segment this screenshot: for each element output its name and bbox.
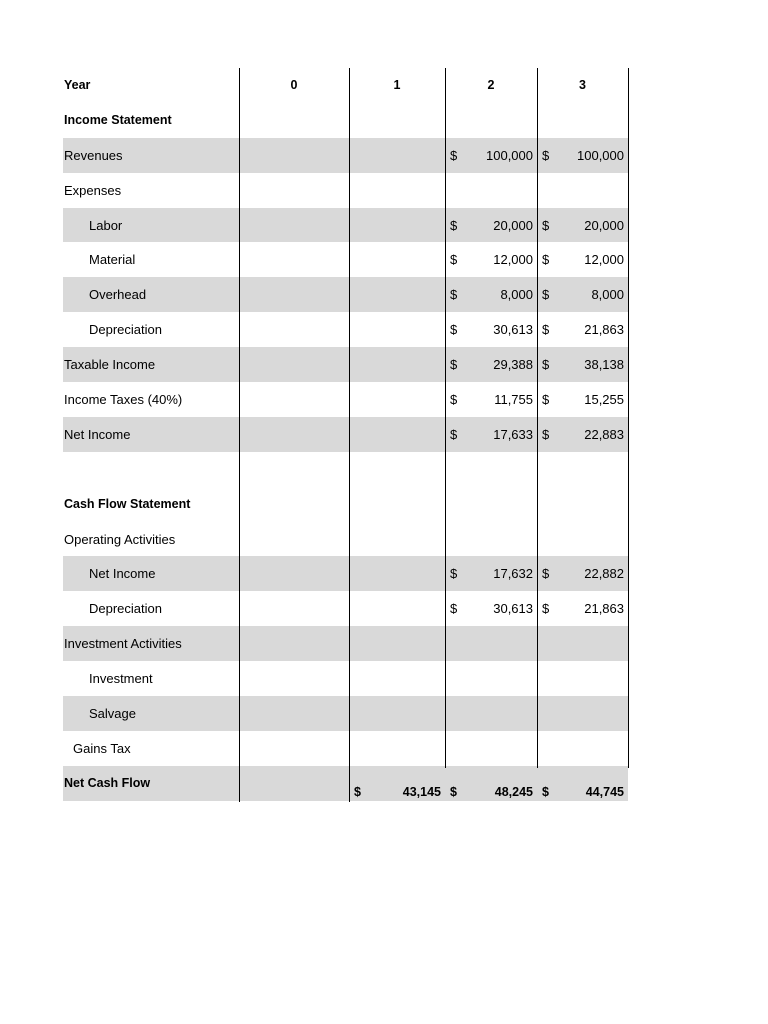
year-2-value xyxy=(445,138,537,173)
dollar-sign: $ xyxy=(542,252,550,268)
year-3-value xyxy=(537,556,628,591)
year-3-value xyxy=(537,312,628,347)
table-row xyxy=(63,382,628,417)
row-label: Depreciation xyxy=(89,601,162,617)
amount: 8,000 xyxy=(500,287,533,303)
year-2-header: 2 xyxy=(487,78,495,93)
year-3-value xyxy=(537,417,628,452)
year-3-value xyxy=(537,347,628,382)
year-3-value xyxy=(537,138,628,173)
row-label: Overhead xyxy=(89,287,147,303)
column-divider xyxy=(445,68,446,768)
dollar-sign: $ xyxy=(450,391,458,407)
column-divider xyxy=(628,68,629,768)
row-label: Material xyxy=(89,252,136,268)
year-2-value xyxy=(445,277,537,312)
amount: 48,245 xyxy=(494,784,533,799)
amount: 20,000 xyxy=(584,217,624,233)
amount: 8,000 xyxy=(591,287,624,303)
amount: 44,745 xyxy=(585,784,624,799)
year-2-value xyxy=(445,242,537,277)
table-row xyxy=(63,277,628,312)
row-label: Net Income xyxy=(64,426,131,442)
year-1-value xyxy=(349,766,445,801)
table-row xyxy=(63,591,628,626)
table-row xyxy=(63,696,628,731)
dollar-sign: $ xyxy=(450,252,458,268)
year-2-value xyxy=(445,347,537,382)
amount: 100,000 xyxy=(486,147,533,163)
year-3-value xyxy=(537,382,628,417)
year-3-header: 3 xyxy=(579,78,586,93)
row-label: Labor xyxy=(89,217,123,233)
row-label: Salvage xyxy=(89,705,136,721)
dollar-sign: $ xyxy=(450,357,458,373)
dollar-sign: $ xyxy=(450,217,458,233)
amount: 11,755 xyxy=(494,391,533,407)
table-row xyxy=(63,312,628,347)
table-row xyxy=(63,242,628,277)
row-label: Operating Activities xyxy=(64,531,176,547)
spacer-row xyxy=(63,452,628,487)
year-3-value xyxy=(537,277,628,312)
row-label: Expenses xyxy=(64,182,122,198)
dollar-sign: $ xyxy=(542,287,550,303)
spreadsheet xyxy=(63,68,628,801)
amount: 12,000 xyxy=(493,252,533,268)
year-2-value xyxy=(445,556,537,591)
dollar-sign: $ xyxy=(450,322,458,338)
dollar-sign: $ xyxy=(542,217,550,233)
dollar-sign: $ xyxy=(450,147,458,163)
dollar-sign: $ xyxy=(542,784,549,799)
year-2-value xyxy=(445,312,537,347)
year-2-value xyxy=(445,208,537,243)
row-label: Investment xyxy=(89,671,153,687)
income-statement-title: Income Statement xyxy=(64,113,172,128)
table-row xyxy=(63,138,628,173)
dollar-sign: $ xyxy=(450,784,457,799)
cash-flow-statement-title: Cash Flow Statement xyxy=(64,497,191,512)
table-row xyxy=(63,417,628,452)
row-label: Taxable Income xyxy=(64,357,156,373)
table-row xyxy=(63,731,628,766)
amount: 17,633 xyxy=(493,426,533,442)
amount: 22,883 xyxy=(584,426,624,442)
amount: 17,632 xyxy=(493,566,533,582)
year-1-header: 1 xyxy=(393,78,401,93)
year-label: Year xyxy=(64,78,91,93)
table-row xyxy=(63,661,628,696)
year-2-value xyxy=(445,417,537,452)
amount: 43,145 xyxy=(402,784,441,799)
row-label: Gains Tax xyxy=(73,740,131,756)
amount: 22,882 xyxy=(584,566,624,582)
table-row xyxy=(63,173,628,208)
dollar-sign: $ xyxy=(450,426,458,442)
dollar-sign: $ xyxy=(354,784,361,799)
dollar-sign: $ xyxy=(450,566,458,582)
dollar-sign: $ xyxy=(450,601,458,617)
dollar-sign: $ xyxy=(450,287,458,303)
table-row xyxy=(63,556,628,591)
net-cash-flow-row xyxy=(63,766,628,801)
amount: 30,613 xyxy=(493,322,533,338)
header-row xyxy=(63,68,628,103)
column-divider xyxy=(239,68,240,802)
section-title-row xyxy=(63,103,628,138)
row-label: Revenues xyxy=(64,147,123,163)
amount: 21,863 xyxy=(584,601,624,617)
dollar-sign: $ xyxy=(542,322,550,338)
table-row xyxy=(63,208,628,243)
column-divider xyxy=(349,68,350,802)
amount: 100,000 xyxy=(577,147,624,163)
amount: 12,000 xyxy=(584,252,624,268)
row-label: Investment Activities xyxy=(64,636,182,652)
table-row xyxy=(63,626,628,661)
year-0-header: 0 xyxy=(290,78,298,93)
amount: 29,388 xyxy=(493,357,533,373)
amount: 15,255 xyxy=(584,391,624,407)
section-title-row xyxy=(63,487,628,522)
dollar-sign: $ xyxy=(542,357,550,373)
amount: 21,863 xyxy=(584,322,624,338)
year-3-value xyxy=(537,208,628,243)
dollar-sign: $ xyxy=(542,391,550,407)
year-3-value xyxy=(537,591,628,626)
year-2-value xyxy=(445,382,537,417)
year-2-value xyxy=(445,766,537,801)
year-2-value xyxy=(445,591,537,626)
dollar-sign: $ xyxy=(542,566,550,582)
year-3-value xyxy=(537,242,628,277)
amount: 20,000 xyxy=(493,217,533,233)
row-label: Net Income xyxy=(89,566,156,582)
row-label: Depreciation xyxy=(89,322,162,338)
dollar-sign: $ xyxy=(542,601,550,617)
amount: 38,138 xyxy=(584,357,624,373)
row-label: Income Taxes (40%) xyxy=(64,391,183,407)
table-row xyxy=(63,522,628,557)
column-divider xyxy=(537,68,538,768)
dollar-sign: $ xyxy=(542,426,550,442)
dollar-sign: $ xyxy=(542,147,550,163)
amount: 30,613 xyxy=(493,601,533,617)
table-row xyxy=(63,347,628,382)
year-3-value xyxy=(537,766,628,801)
row-label: Net Cash Flow xyxy=(64,776,151,791)
